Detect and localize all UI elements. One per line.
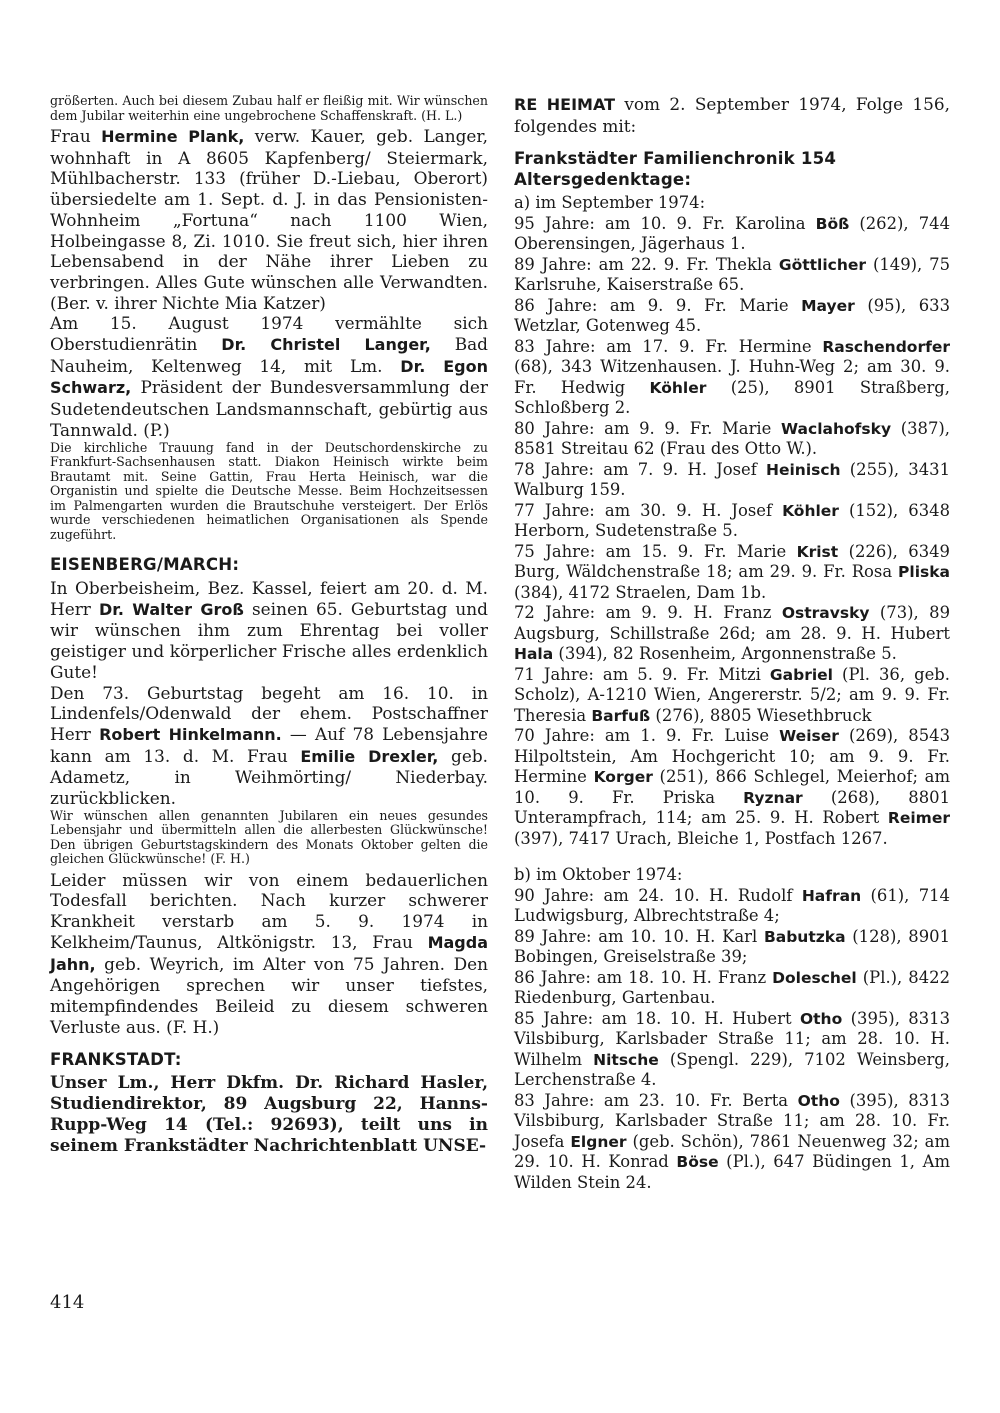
text-run: 89 Jahre: am 10. 10. H. Karl [514, 926, 764, 946]
bold-name: Heinisch [765, 460, 841, 479]
text-run: (25), 8901 Straßberg, Schloßberg 2. [514, 377, 950, 418]
text-run: 80 Jahre: am 9. 9. Fr. Marie [514, 418, 782, 438]
bold-name: Mayer [801, 296, 855, 315]
text-run: 95 Jahre: am 10. 9. Fr. Karolina [514, 213, 816, 233]
text-run: 83 Jahre: am 23. 10. Fr. Berta [514, 1090, 798, 1110]
paragraph [514, 1091, 950, 1194]
text-run: (384), 4172 Straelen, Dam 1b. [514, 582, 767, 602]
bold-name: Köhler [782, 501, 839, 520]
text-run: 75 Jahre: am 15. 9. Fr. Marie [514, 541, 797, 561]
paragraph [514, 337, 950, 419]
paragraph [514, 726, 950, 849]
text-run: (387), 8581 Streitau 62 (Frau des Otto W.). [514, 418, 950, 459]
text-run: Frankstädter Familienchronik 154 Altersgedenktage: [514, 149, 837, 190]
text-run: Am 15. August 1974 vermählte sich Oberstudienrätin [50, 313, 488, 355]
paragraph [514, 665, 950, 727]
bold-name: Barfuß [591, 706, 651, 725]
text-run: Präsident der Bundesversammlung der Sudetendeutschen Landsmannschaft, gebürtig aus Tannwald. (P.) [50, 377, 488, 440]
text-run: (Spengl. 229), 7102 Weinsberg, Lerchenstraße 4. [514, 1049, 950, 1090]
bold-name: Robert Hinkelmann. [99, 724, 282, 744]
bold-name: Babutzka [763, 927, 846, 946]
bold-name: Böß [815, 214, 850, 233]
paragraph [514, 296, 950, 337]
left-column [50, 94, 488, 1157]
paragraph [514, 460, 950, 501]
text-run: 71 Jahre: am 5. 9. Fr. Mitzi [514, 664, 770, 684]
bold-name: Dr. Walter Groß [99, 599, 244, 619]
text-run: Unser Lm., Herr Dkfm. Dr. Richard Hasler, Studiendirektor, 89 Augsburg 22, Hanns-Rupp-Weg 14 (Tel.: 92693), teilt uns in seinem Frankstädter Nachrichtenblatt UNSE- [50, 1073, 488, 1157]
text-run: (Pl. 36, geb. Scholz), A-1210 Wien, Angererstr. 5/2; am 9. 9. Fr. Theresia [514, 664, 950, 725]
text-run: (152), 6348 Herborn, Sudetenstraße 5. [514, 500, 950, 541]
bold-name: Weiser [779, 727, 839, 746]
text-run: seinen 65. Geburtstag und wir wünschen ihm zum Ehrentag bei voller geistiger und körperlicher Frische alles erdenklich Gute! [50, 598, 488, 682]
text-run: (Pl.), 647 Büdingen 1, Am Wilden Stein 24. [514, 1152, 950, 1192]
bold-name: RE HEIMAT [514, 95, 616, 114]
text-run: verw. Kauer, geb. Langer, wohnhaft in A 8605 Kapfenberg/ Steiermark, Mühlbacherstr. 133 (früher D.-Liebau, Oberort) übersiedelte am 1. Sept. d. J. in das Pensionisten-Wohnheim „Fortuna“ nach 1100 Wien, Holbeingasse 8, Zi. 1010. Sie freut sich, hier ihren Lebensabend in der Nähe ihrer Lieben zu verbringen. Alles Gute wünschen alle Verwandten. (Ber. v. ihrer Nichte Mia Katzer) [50, 126, 488, 313]
text-run: (73), 89 Augsburg, Schillstraße 26d; am 28. 9. H. Hubert [514, 603, 950, 643]
text-run: 86 Jahre: am 9. 9. Fr. Marie [514, 295, 802, 315]
paragraph [50, 870, 488, 1038]
text-run: (geb. Schön), 7861 Neuenweg 32; am 29. 10. H. Konrad [514, 1131, 950, 1172]
bold-name: Reimer [887, 809, 950, 828]
paragraph [50, 683, 488, 809]
bold-name: Dr. Egon Schwarz, [50, 356, 488, 398]
bold-name: Dr. Christel Langer, [221, 335, 431, 355]
text-run: Wir wünschen allen genannten Jubilaren ein neues gesundes Lebensjahr und übermitteln allen die allerbesten Glückwünsche! Den übrigen Geburtstagskindern des Monats Oktober gelten die gleichen Glückwünsche! (F. H.) [50, 807, 488, 867]
bold-name: Böse [676, 1153, 719, 1172]
right-column [514, 94, 950, 1193]
paragraph [514, 1009, 950, 1091]
text-run: b) im Oktober 1974: [514, 865, 683, 885]
text-run: (269), 8543 Hilpoltstein, Am Hochgericht 10; am 9. 9. Fr. Hermine [514, 726, 950, 787]
paragraph [514, 886, 950, 927]
text-run: geb. Adametz, in Weihmörting/ Niederbay. zurückblicken. [50, 745, 489, 809]
paragraph [514, 968, 950, 1009]
bold-name: Köhler [649, 378, 707, 397]
bold-name: Hala [514, 645, 554, 664]
paragraph [50, 809, 488, 867]
paragraph [514, 214, 950, 255]
bold-name: Waclahofsky [781, 419, 892, 438]
text-run: 85 Jahre: am 18. 10. H. Hubert [514, 1008, 800, 1028]
bold-name: Elgner [570, 1132, 627, 1151]
bold-name: Raschendorfer [822, 337, 950, 356]
text-run: 83 Jahre: am 17. 9. Fr. Hermine [514, 336, 823, 356]
text-run: (68), 343 Witzenhausen. J. Huhn-Weg 2; am 30. 9. Fr. Hedwig [514, 357, 950, 397]
paragraph [514, 865, 950, 886]
paragraph [50, 313, 488, 440]
bold-name: Hafran [801, 886, 862, 905]
text-run: (276), 8805 Wiesethbruck [650, 705, 872, 725]
text-run: geb. Weyrich, im Alter von 75 Jahren. Den Angehörigen sprechen wir unser tiefstes, mitempfindendes Beileid zu diesem schweren Verluste aus. (F. H.) [50, 953, 488, 1037]
text-run: 86 Jahre: am 18. 10. H. Franz [514, 967, 773, 987]
text-run: (128), 8901 Bobingen, Greiselstraße 39; [514, 926, 950, 967]
text-run: (226), 6349 Burg, Wäldchenstraße 18; am 29. 9. Fr. Rosa [514, 541, 950, 582]
bold-name: Pliska [898, 563, 950, 582]
paragraph [514, 501, 950, 542]
paragraph [514, 94, 950, 136]
text-run: 78 Jahre: am 7. 9. H. Josef [514, 459, 766, 479]
paragraph [514, 603, 950, 665]
bold-name: Gabriel [769, 665, 833, 684]
page-number: 414 [50, 1292, 85, 1313]
text-run: (95), 633 Wetzlar, Gotenweg 45. [514, 295, 950, 336]
bold-name: Korger [593, 768, 653, 787]
text-run: FRANKSTADT: [50, 1050, 182, 1070]
bold-name: Otho [799, 1009, 843, 1028]
paragraph [50, 1073, 488, 1157]
text-run: größerten. Auch bei diesem Zubau half er fleißig mit. Wir wünschen dem Jubilar weiterhin eine ungebrochene Schaffenskraft. (H. L.) [50, 93, 488, 123]
bold-name: Nitsche [593, 1050, 659, 1069]
text-run: (251), 866 Schlegel, Meierhof; am 10. 9. Fr. Priska [514, 767, 950, 807]
paragraph [514, 419, 950, 460]
text-run: (394), 82 Rosenheim, Argonnenstraße 5. [553, 644, 897, 664]
bold-name: Krist [796, 542, 839, 561]
paragraph [514, 255, 950, 296]
paragraph [50, 94, 488, 123]
bold-name: Ostravsky [781, 604, 870, 623]
bold-name: Doleschel [772, 968, 857, 987]
text-run: 89 Jahre: am 22. 9. Fr. Thekla [514, 254, 779, 274]
paragraph [50, 126, 488, 313]
paragraph [514, 927, 950, 968]
text-run: Bad Nauheim, Keltenweg 14, mit Lm. [50, 334, 488, 376]
bold-name: Magda Jahn, [50, 932, 488, 974]
text-run: (268), 8801 Unterampfrach, 114; am 25. 9. H. Robert [514, 787, 950, 828]
paragraph [50, 441, 488, 543]
text-run: Leider müssen wir von einem bedauerlichen Todesfall berichten. Nach kurzer schwerer Krankheit verstarb am 5. 9. 1974 in Kelkheim/Taunus, Altkönigstr. 13, Frau [50, 869, 488, 952]
text-run: Den 73. Geburtstag begeht am 16. 10. in Lindenfels/Odenwald der ehem. Postschaffner Herr [50, 682, 488, 744]
bold-name: Otho [797, 1091, 840, 1110]
text-run: (397), 7417 Urach, Bleiche 1, Postfach 1267. [514, 828, 888, 848]
text-run: 70 Jahre: am 1. 9. Fr. Luise [514, 726, 780, 746]
text-run: (149), 75 Karlsruhe, Kaiserstraße 65. [514, 254, 950, 295]
text-run: EISENBERG/MARCH: [50, 555, 240, 575]
bold-name: Hermine Plank, [101, 127, 245, 146]
bold-name: Göttlicher [778, 255, 867, 274]
text-run: (262), 744 Oberensingen, Jägerhaus 1. [514, 213, 950, 254]
text-run: vom 2. September 1974, Folge 156, folgendes mit: [514, 94, 950, 136]
paragraph [50, 578, 488, 683]
text-run: In Oberbeisheim, Bez. Kassel, feiert am 20. d. M. Herr [50, 578, 488, 619]
bold-name: Emilie Drexler, [300, 746, 439, 766]
section-heading [50, 554, 488, 575]
paragraph [514, 193, 950, 214]
text-run: — Auf 78 Lebensjahre kann am 13. d. M. Frau [50, 723, 488, 766]
text-run: 72 Jahre: am 9. 9. H. Franz [514, 603, 782, 623]
text-run: 90 Jahre: am 24. 10. H. Rudolf [514, 885, 802, 905]
section-heading [514, 148, 950, 190]
text-run: Frau [50, 126, 102, 146]
text-run: (395), 8313 Vilsbiburg, Karlsbader Straße 11; am 28. 10. Fr. Josefa [514, 1090, 950, 1151]
text-run: Die kirchliche Trauung fand in der Deutschordenskirche zu Frankfurt-Sachsenhausen statt. Diakon Heinisch wirkte beim Brautamt mit. Seine Gattin, Frau Herta Heinisch, war die Organistin und spielte die Deutsche Messe. Beim Hochzeitsessen im Palmengarten wurden die Brautschuhe versteigert. Der Erlös wurde verschiedenen heimatlichen Organisationen als Spende zugeführt. [50, 439, 488, 542]
text-run: a) im September 1974: [514, 193, 706, 213]
bold-name: Ryznar [743, 788, 803, 807]
text-run: 77 Jahre: am 30. 9. H. Josef [514, 500, 783, 520]
paragraph [514, 542, 950, 604]
text-run: (255), 3431 Walburg 159. [514, 459, 950, 500]
text-run: (Pl.), 8422 Riedenburg, Gartenbau. [514, 967, 950, 1008]
section-heading [50, 1049, 488, 1070]
text-run: (61), 714 Ludwigsburg, Albrechtstraße 4; [514, 885, 950, 926]
text-run: (395), 8313 Vilsbiburg, Karlsbader Straße 11; am 28. 10. H. Wilhelm [514, 1008, 951, 1069]
